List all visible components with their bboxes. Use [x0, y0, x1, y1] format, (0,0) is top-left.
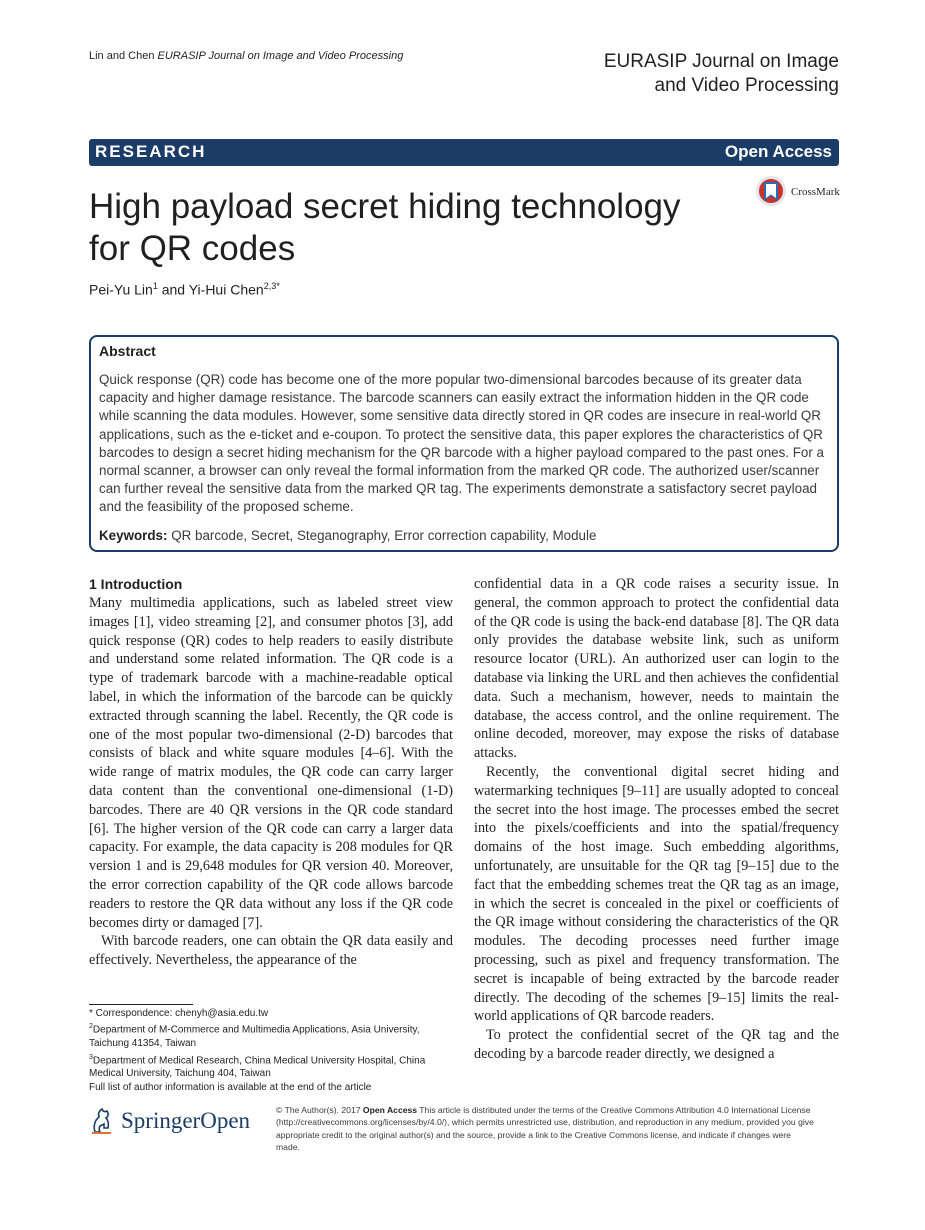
- affiliation-marker: 3: [89, 1053, 93, 1061]
- footnotes: [89, 1007, 453, 1094]
- correspondence-note[interactable]: * Correspondence: chenyh@asia.edu.tw: [89, 1008, 269, 1019]
- affiliation-note: [89, 1051, 453, 1081]
- author-conjunction: and: [157, 281, 189, 298]
- section-heading: 1 Introduction: [89, 576, 183, 592]
- running-head-authors: Lin and Chen: [89, 50, 155, 62]
- abstract-heading: Abstract: [99, 343, 156, 359]
- body-paragraph: Many multimedia applications, such as labeled street view images [1], video streaming [2], and consumer photos [3], add quick response (QR) codes to help readers to easily distribute and understand some related information. The QR code is a type of trademark barcode with a machine-readable optical label, in which the information of the barcode can be quickly extracted through scanning the label. Recently, the QR code is one of the most popular two-dimensional (2-D) barcodes that consists of black and white square modules [4–6]. With the wide range of matrix modules, the QR code can carry larger data content than the conventional one-dimensional (1-D) barcodes. There are 40 QR versions in the QR code standard [6]. The higher version of the QR code can carry a larger data capacity. For example, the data capacity is 208 modules for QR version 1 and is 29,648 modules for QR version 40. Moreover, the error correction capability of the QR code allows barcode readers to restore the QR data without any loss if the QR code becomes dirty or damaged [7].: [89, 595, 453, 931]
- affiliation-note: [89, 1020, 453, 1050]
- body-paragraph: To protect the confidential secret of the QR tag and the decoding by a barcode reader directly, we designed a: [474, 1027, 839, 1062]
- article-type-label: RESEARCH: [95, 142, 207, 161]
- publisher-name-part1: Springer: [121, 1108, 201, 1133]
- open-access-label[interactable]: Open Access: [724, 142, 832, 161]
- open-access-inline: Open Access: [362, 1105, 418, 1115]
- abstract-box: [89, 335, 839, 552]
- affiliation-marker: 1: [152, 281, 158, 291]
- publisher-name: [121, 1108, 250, 1134]
- crossmark-badge[interactable]: [755, 175, 845, 209]
- body-paragraph: confidential data in a QR code raises a security issue. In general, the common approach to protect the confidential data of the QR code is using the back-end database [8]. The QR data only provides the database website link, such as uniform resource locator (URL). An authorized user can login to the database via linking the URL and then achieves the confidential data. Such a mechanism, however, needs to maintain the database, the access control, and the online requirement. The online decoded, moreover, may expose the risks of database attacks.: [474, 576, 839, 762]
- affiliation-marker: 2,3*: [263, 281, 280, 291]
- affiliation-text: Department of M-Commerce and Multimedia Applications, Asia University, Taichung 41354, Taiwan: [89, 1024, 420, 1050]
- author-name[interactable]: Yi-Hui Chen: [188, 281, 264, 298]
- article-title: High payload secret hiding technology for QR codes: [89, 187, 681, 268]
- keywords-label: Keywords:: [99, 528, 168, 543]
- journal-name-line2: and Video Processing: [654, 75, 839, 96]
- left-column: [89, 575, 453, 970]
- running-head-journal: EURASIP Journal on Image and Video Processing: [157, 50, 404, 62]
- keywords-list: QR barcode, Secret, Steganography, Error correction capability, Module: [167, 528, 597, 543]
- springer-horse-icon: [89, 1106, 115, 1136]
- journal-name-line1: EURASIP Journal on Image: [603, 51, 839, 72]
- affiliation-marker: 2: [89, 1023, 93, 1031]
- author-name[interactable]: Pei-Yu Lin: [89, 281, 153, 298]
- footnote-divider: [89, 1004, 193, 1005]
- springer-open-logo[interactable]: [89, 1106, 269, 1138]
- crossmark-label: CrossMark: [791, 186, 840, 198]
- running-head: [89, 50, 403, 62]
- body-paragraph: With barcode readers, one can obtain the QR data easily and effectively. Nevertheless, the appearance of the: [89, 933, 453, 969]
- copyright-text: © The Author(s). 2017: [276, 1105, 363, 1115]
- author-list: [89, 281, 280, 298]
- full-author-info-note: Full list of author information is available at the end of the article: [89, 1081, 372, 1093]
- right-column: [474, 575, 839, 1064]
- crossmark-icon: [755, 175, 787, 207]
- body-paragraph: Recently, the conventional digital secret hiding and watermarking techniques [9–11] are usually adopted to conceal the secret into the host image. The processes embed the secret into the pixels/coefficients and into the spatial/frequency domains of the host image. Such embedding algorithms, unfortunately, are unsuitable for the QR tag [9–15] due to the fact that the embedding schemes treat the QR tag as an image, in which the secret is concealed in the pixel or coefficients of the QR image without considering the characteristics of the QR modules. The decoding processes need further image processing, such as pixel and frequency transformation. The secret is incapable of being extracted by the barcode reader directly. The decoding of the schemes [9–15] limits the real-world applications of QR barcode readers.: [474, 763, 839, 1025]
- license-statement: [276, 1104, 816, 1153]
- publisher-name-part2: Open: [200, 1108, 251, 1133]
- license-text[interactable]: This article is distributed under the terms of the Creative Commons Attribution 4.0 International License (http://creativecommons.org/licenses/by/4.0/), which permits unrestricted use, distribution, and reproduction in any medium, provided you give appropriate credit to the original author(s) and the source, provide a link to the Creative Commons license, and indicate if changes were made.: [276, 1105, 814, 1152]
- keywords: [99, 528, 596, 543]
- article-type-banner: [89, 139, 839, 166]
- abstract-text: Quick response (QR) code has become one of the more popular two-dimensional barcodes because of its greater data capacity and higher damage resistance. The barcode scanners can easily extract the information hidden in the QR code while scanning the data modules. However, some sensitive data directly stored in QR codes are insecure in real-world QR applications, such as the e-ticket and e-coupon. To protect the sensitive data, this paper explores the characteristics of QR barcodes to design a secret hiding mechanism for the QR barcode with a higher payload compared to the past ones. For a normal scanner, a browser can only reveal the formal information from the marked QR code. The authorized user/scanner can further reveal the sensitive data from the marked QR tag. The experiments demonstrate a satisfactory secret payload and the feasibility of the proposed scheme.: [99, 372, 824, 515]
- affiliation-text: Department of Medical Research, China Medical University Hospital, China Medical University, Taichung 404, Taiwan: [89, 1054, 426, 1080]
- journal-name[interactable]: [604, 50, 839, 98]
